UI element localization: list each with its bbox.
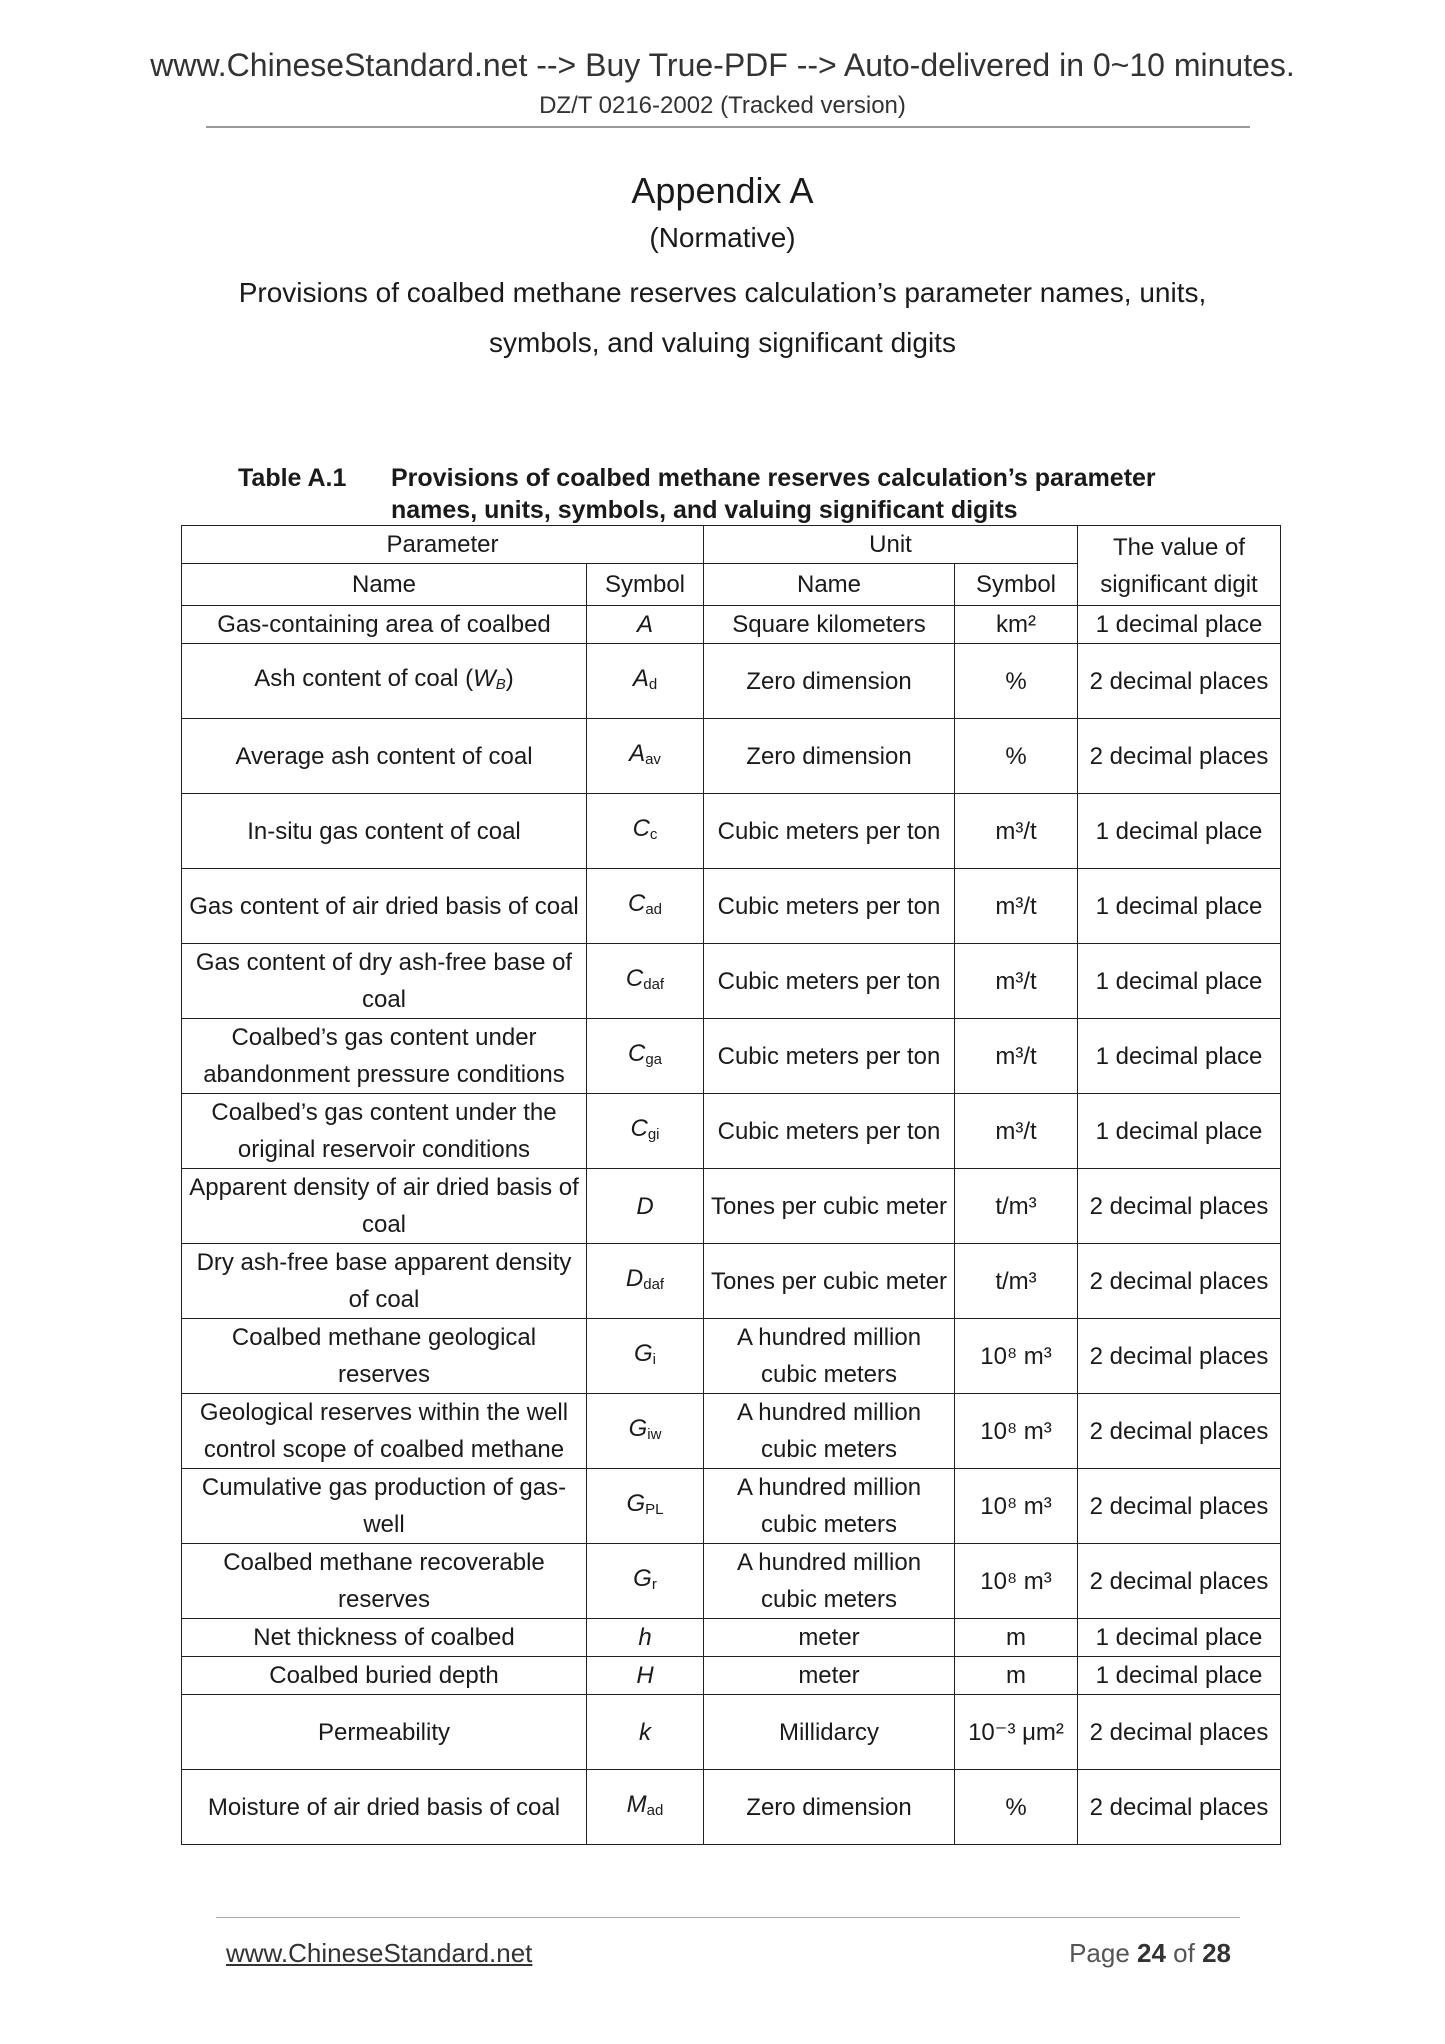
unit-name (704, 1169, 955, 1244)
param-symbol (587, 1394, 704, 1469)
symbol-base: C (627, 889, 646, 917)
table-row (182, 719, 1281, 794)
symbol-subscript: daf (643, 1275, 665, 1293)
unit-name-text: Cubic meters per ton (717, 817, 941, 845)
significant-digit (1078, 606, 1281, 644)
unit-name (704, 1019, 955, 1094)
symbol-base: A (629, 739, 646, 767)
significant-digit-text: 1 decimal place (1095, 817, 1263, 845)
subtitle-line: symbols, and valuing significant digits (489, 327, 956, 358)
param-symbol (587, 944, 704, 1019)
significant-digit (1078, 1394, 1281, 1469)
page-of: of (1165, 1938, 1203, 1968)
name-subscript: B (495, 675, 506, 693)
param-symbol (587, 1169, 704, 1244)
param-symbol (587, 1244, 704, 1319)
unit-name-text: A hundred million cubic meters (736, 1324, 922, 1388)
unit-name (704, 1319, 955, 1394)
unit-symbol-text: 10⁸ m³ (980, 1342, 1052, 1370)
table-label: Table A.1 (238, 464, 347, 492)
significant-digit (1078, 1544, 1281, 1619)
significant-digit (1078, 1319, 1281, 1394)
header-param-symbol: Symbol (587, 564, 704, 606)
param-symbol (587, 644, 704, 719)
param-name (182, 944, 587, 1019)
page-label: Page (1069, 1938, 1138, 1968)
header-unit-symbol: Symbol (955, 564, 1078, 606)
symbol-base: D (636, 1192, 654, 1220)
unit-name-text: Cubic meters per ton (717, 967, 941, 995)
param-name-text: Coalbed buried depth (269, 1662, 499, 1689)
unit-symbol-text: km² (996, 611, 1036, 638)
param-name-text: Ash content of coal ( (254, 664, 474, 692)
significant-digit (1078, 719, 1281, 794)
unit-name (704, 869, 955, 944)
unit-symbol-text: m³/t (995, 1117, 1037, 1145)
subtitle-line: Provisions of coalbed methane reserves calculation’s parameter names, units, (238, 277, 1207, 308)
unit-symbol-text: % (1005, 742, 1027, 770)
table-title: names, units, symbols, and valuing significant digits (391, 496, 1018, 524)
symbol-base: M (626, 1790, 647, 1818)
significant-digit-text: 2 decimal places (1089, 1718, 1269, 1746)
unit-name (704, 1094, 955, 1169)
header-unit: Unit (704, 526, 1078, 564)
param-symbol (587, 794, 704, 869)
unit-name-text: Zero dimension (746, 742, 912, 770)
unit-name-text: A hundred million cubic meters (736, 1399, 922, 1463)
symbol-subscript: PL (645, 1500, 664, 1518)
table-row (182, 1619, 1281, 1657)
param-name (182, 1657, 587, 1695)
param-name-text: Coalbed’s gas content under abandonment pressure conditions (203, 1024, 565, 1088)
param-name-text: In-situ gas content of coal (247, 817, 521, 845)
param-name (182, 1695, 587, 1770)
unit-name-text: Cubic meters per ton (717, 892, 941, 920)
param-name-text: Gas content of dry ash-free base of coal (195, 949, 573, 1013)
unit-symbol-text: 10⁸ m³ (980, 1567, 1052, 1595)
unit-name (704, 1544, 955, 1619)
significant-digit-text: 2 decimal places (1089, 667, 1269, 695)
parameter-table (181, 525, 1281, 1845)
param-name (182, 1094, 587, 1169)
unit-symbol (955, 1394, 1078, 1469)
symbol-subscript: av (645, 750, 661, 768)
param-name-text: Gas content of air dried basis of coal (189, 892, 579, 920)
symbol-subscript: daf (643, 975, 665, 993)
unit-name (704, 1770, 955, 1845)
param-name (182, 1619, 587, 1657)
page-number (1069, 1938, 1231, 1969)
param-symbol (587, 1544, 704, 1619)
significant-digit (1078, 794, 1281, 869)
name-symbol: W (473, 664, 496, 692)
unit-name (704, 606, 955, 644)
symbol-subscript: ad (645, 900, 663, 918)
significant-digit-text: 1 decimal place (1095, 1117, 1263, 1145)
table-row (182, 1469, 1281, 1544)
unit-name-text: Zero dimension (746, 1793, 912, 1821)
unit-symbol (955, 606, 1078, 644)
symbol-base: A (636, 611, 653, 638)
table-row (182, 1094, 1281, 1169)
symbol-base: G (633, 1564, 652, 1592)
table-row (182, 1695, 1281, 1770)
significant-digit (1078, 944, 1281, 1019)
table-row (182, 1394, 1281, 1469)
symbol-base: k (639, 1718, 651, 1746)
table-row (182, 644, 1281, 719)
significant-digit (1078, 1469, 1281, 1544)
param-name (182, 1394, 587, 1469)
unit-symbol (955, 869, 1078, 944)
param-name-text: Permeability (317, 1718, 451, 1746)
unit-symbol-text: t/m³ (995, 1267, 1037, 1295)
unit-name-text: Square kilometers (732, 611, 926, 638)
param-symbol (587, 719, 704, 794)
document-header: DZ/T 0216-2002 (Tracked version) (539, 92, 906, 119)
param-name-text: Coalbed methane geological reserves (231, 1324, 537, 1388)
param-symbol (587, 869, 704, 944)
table-row (182, 869, 1281, 944)
unit-name-text: A hundred million cubic meters (736, 1474, 922, 1538)
unit-symbol-text: m (1006, 1662, 1026, 1689)
unit-name (704, 1657, 955, 1695)
unit-symbol (955, 1619, 1078, 1657)
param-name (182, 1019, 587, 1094)
symbol-base: A (632, 664, 649, 692)
significant-digit (1078, 644, 1281, 719)
param-name (182, 1319, 587, 1394)
significant-digit-text: 2 decimal places (1089, 1342, 1269, 1370)
param-symbol (587, 1094, 704, 1169)
param-symbol (587, 1469, 704, 1544)
param-name-text: Gas-containing area of coalbed (217, 611, 551, 638)
significant-digit (1078, 1169, 1281, 1244)
unit-symbol-text: m³/t (995, 892, 1037, 920)
significant-digit (1078, 1695, 1281, 1770)
symbol-subscript: d (648, 675, 658, 693)
table-row (182, 794, 1281, 869)
unit-name (704, 794, 955, 869)
footer-link[interactable]: www.ChineseStandard.net (226, 1938, 533, 1968)
significant-digit (1078, 1019, 1281, 1094)
table-row (182, 1657, 1281, 1695)
significant-digit-text: 2 decimal places (1089, 1793, 1269, 1821)
unit-name-text: Cubic meters per ton (717, 1042, 941, 1070)
param-name (182, 719, 587, 794)
param-name (182, 794, 587, 869)
symbol-base: C (630, 1114, 648, 1142)
param-name-text: Coalbed methane recoverable reserves (223, 1549, 545, 1613)
unit-symbol (955, 719, 1078, 794)
param-name-text: Cumulative gas production of gas-well (201, 1474, 567, 1538)
table-row (182, 1770, 1281, 1845)
param-name (182, 1169, 587, 1244)
unit-symbol-text: 10⁸ m³ (980, 1492, 1052, 1520)
unit-symbol-text: t/m³ (995, 1192, 1037, 1220)
header-significant-digit: The value of significant digit (1078, 526, 1281, 606)
param-symbol (587, 1619, 704, 1657)
symbol-base: G (628, 1414, 648, 1442)
table-row (182, 1319, 1281, 1394)
significant-digit (1078, 1619, 1281, 1657)
param-name-text: Coalbed’s gas content under the original reservoir conditions (211, 1099, 557, 1163)
unit-name-text: Millidarcy (778, 1718, 879, 1746)
significant-digit (1078, 869, 1281, 944)
symbol-base: G (633, 1339, 653, 1367)
param-name (182, 606, 587, 644)
symbol-subscript: ad (646, 1801, 664, 1819)
unit-name (704, 1469, 955, 1544)
significant-digit-text: 1 decimal place (1095, 1662, 1263, 1689)
param-name-text: Geological reserves within the well control scope of coalbed methane (199, 1399, 569, 1463)
unit-symbol (955, 1094, 1078, 1169)
param-symbol (587, 606, 704, 644)
appendix-type: (Normative) (649, 222, 796, 253)
param-name (182, 1469, 587, 1544)
unit-name (704, 1619, 955, 1657)
header-param-name: Name (182, 564, 587, 606)
unit-symbol (955, 644, 1078, 719)
current-page: 24 (1137, 1938, 1166, 1968)
unit-symbol (955, 1319, 1078, 1394)
unit-symbol (955, 944, 1078, 1019)
param-name-text: Dry ash-free base apparent density of coal (196, 1249, 572, 1313)
param-name (182, 869, 587, 944)
significant-digit-text: 1 decimal place (1095, 1042, 1263, 1070)
unit-name-text: Tones per cubic meter (710, 1267, 948, 1295)
unit-symbol-text: % (1005, 667, 1027, 695)
significant-digit-text: 2 decimal places (1089, 742, 1269, 770)
symbol-subscript: r (651, 1575, 657, 1593)
unit-symbol (955, 1770, 1078, 1845)
header-parameter: Parameter (182, 526, 704, 564)
appendix-title: Appendix A (631, 170, 814, 211)
symbol-base: G (626, 1489, 646, 1517)
unit-symbol-text: m³/t (995, 1042, 1037, 1070)
significant-digit (1078, 1244, 1281, 1319)
significant-digit-text: 1 decimal place (1095, 611, 1263, 638)
unit-symbol (955, 794, 1078, 869)
unit-name (704, 719, 955, 794)
unit-name (704, 1244, 955, 1319)
param-symbol (587, 1319, 704, 1394)
param-name (182, 644, 587, 719)
table-row (182, 944, 1281, 1019)
param-symbol (587, 1695, 704, 1770)
param-name (182, 1544, 587, 1619)
unit-symbol-text: m (1006, 1624, 1026, 1651)
table-caption (238, 462, 1156, 526)
symbol-subscript: gi (647, 1125, 660, 1143)
param-name (182, 1770, 587, 1845)
param-name-text: Moisture of air dried basis of coal (207, 1793, 561, 1821)
header-unit-name: Name (704, 564, 955, 606)
symbol-base: H (636, 1662, 654, 1689)
param-symbol (587, 1770, 704, 1845)
significant-digit-text: 1 decimal place (1095, 967, 1263, 995)
unit-symbol (955, 1695, 1078, 1770)
param-name-text: Apparent density of air dried basis of coal (189, 1174, 579, 1238)
unit-symbol (955, 1657, 1078, 1695)
param-symbol (587, 1657, 704, 1695)
unit-symbol-text: m³/t (995, 817, 1037, 845)
significant-digit-text: 2 decimal places (1089, 1567, 1269, 1595)
symbol-subscript: c (649, 825, 658, 843)
table-row (182, 1544, 1281, 1619)
significant-digit-text: 2 decimal places (1089, 1417, 1269, 1445)
unit-name-text: Cubic meters per ton (717, 1117, 941, 1145)
symbol-base: D (625, 1264, 644, 1292)
unit-symbol (955, 1544, 1078, 1619)
symbol-base: C (627, 1039, 646, 1067)
unit-name (704, 1695, 955, 1770)
param-symbol (587, 1019, 704, 1094)
significant-digit-text: 1 decimal place (1095, 892, 1263, 920)
unit-symbol-text: 10⁻³ μm² (968, 1718, 1064, 1746)
unit-name (704, 644, 955, 719)
table-row (182, 606, 1281, 644)
unit-name (704, 1394, 955, 1469)
symbol-subscript: iw (647, 1425, 662, 1443)
table-title: Provisions of coalbed methane reserves calculation’s parameter (391, 464, 1156, 492)
unit-symbol (955, 1019, 1078, 1094)
significant-digit-text: 2 decimal places (1089, 1267, 1269, 1295)
total-pages: 28 (1202, 1938, 1231, 1968)
unit-name-text: Tones per cubic meter (710, 1192, 948, 1220)
unit-symbol (955, 1469, 1078, 1544)
symbol-base: C (625, 964, 644, 992)
table-row (182, 1019, 1281, 1094)
appendix-subtitle (0, 268, 1445, 368)
unit-symbol-text: m³/t (995, 967, 1037, 995)
footer-divider (216, 1917, 1240, 1918)
significant-digit-text: 2 decimal places (1089, 1192, 1269, 1220)
symbol-subscript: ga (645, 1050, 663, 1068)
header-divider (206, 126, 1250, 128)
name-end: ) (505, 664, 514, 692)
watermark-banner[interactable]: www.ChineseStandard.net --> Buy True-PDF --> Auto-delivered in 0~10 minutes. (150, 47, 1295, 83)
unit-symbol-text: % (1005, 1793, 1027, 1821)
symbol-base: h (638, 1624, 652, 1651)
significant-digit (1078, 1657, 1281, 1695)
unit-symbol (955, 1169, 1078, 1244)
unit-name (704, 944, 955, 1019)
table-row (182, 1244, 1281, 1319)
unit-name-text: meter (798, 1662, 860, 1689)
significant-digit-text: 2 decimal places (1089, 1492, 1269, 1520)
significant-digit-text: 1 decimal place (1095, 1624, 1263, 1651)
param-name (182, 1244, 587, 1319)
param-name-text: Net thickness of coalbed (253, 1624, 515, 1651)
param-name-text: Average ash content of coal (235, 742, 533, 770)
significant-digit (1078, 1094, 1281, 1169)
unit-name-text: Zero dimension (746, 667, 912, 695)
unit-symbol-text: 10⁸ m³ (980, 1417, 1052, 1445)
unit-name-text: A hundred million cubic meters (736, 1549, 922, 1613)
unit-symbol (955, 1244, 1078, 1319)
table-row (182, 1169, 1281, 1244)
symbol-base: C (632, 814, 650, 842)
symbol-subscript: i (652, 1350, 656, 1368)
significant-digit (1078, 1770, 1281, 1845)
unit-name-text: meter (798, 1624, 860, 1651)
